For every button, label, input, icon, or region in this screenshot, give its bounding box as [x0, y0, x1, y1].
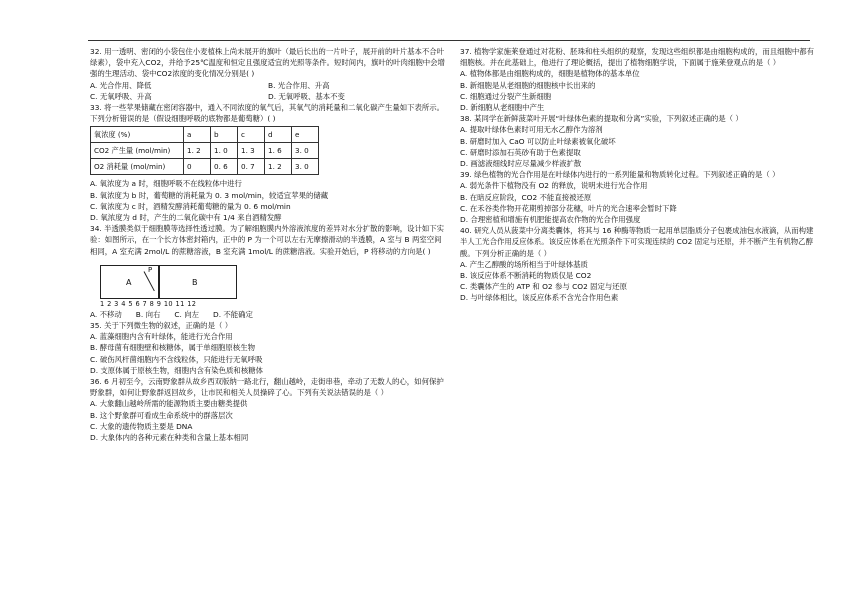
q34-option-c: C. 向左	[174, 309, 199, 319]
chamber-a-label: A	[126, 277, 132, 287]
q36-option-b: B. 这个野象群可看成生命系统中的群落层次	[90, 410, 233, 420]
q37-option-b: B. 新细胞是从老细胞的细胞核中长出来的	[460, 80, 596, 90]
q37-option-c: C. 细胞通过分裂产生新细胞	[460, 91, 552, 101]
question-37	[460, 46, 816, 113]
q38-option-c: C. 研磨时添加石英砂有助于色素提取	[460, 147, 581, 157]
table-cell: 3. 0	[292, 143, 319, 159]
table-cell: 1. 2	[265, 159, 292, 175]
table-cell: CO2 产生量 (mol/min)	[91, 143, 184, 159]
q35-stem: 35. 关于下列微生物的叙述，正确的是（ ）	[90, 321, 233, 331]
q39-option-c: C. 在禾谷类作物开花期剪掉部分花穗，叶片的光合速率会暂时下降	[460, 203, 677, 213]
table-cell: 1. 6	[265, 143, 292, 159]
question-38	[460, 113, 816, 169]
q34-option-a: A. 不移动	[90, 309, 122, 319]
q40-option-a: A. 产生乙醇酸的场所相当于叶绿体基质	[460, 259, 588, 269]
q38-option-a: A. 提取叶绿体色素时可用无水乙醇作为溶剂	[460, 125, 603, 135]
q34-option-d: D. 不能确定	[213, 309, 253, 319]
q38-option-b: B. 研磨时加入 CaO 可以防止叶绿素被氧化破坏	[460, 136, 616, 146]
left-column	[90, 46, 446, 443]
q33-option-d: D. 氧浓度为 d 时，产生的二氧化碳中有 1/4 来自酒精发酵	[90, 213, 282, 223]
q33-option-c: C. 氧浓度为 c 时，酒精发酵消耗葡萄糖的量为 0. 6 mol/min	[90, 201, 291, 211]
q36-option-c: C. 大象的遗传物质主要是 DNA	[90, 421, 193, 431]
question-39	[460, 169, 816, 225]
table-cell: e	[292, 127, 319, 143]
q39-option-d: D. 合理密植和增施有机肥能提高农作物的光合作用强度	[460, 215, 641, 225]
q35-option-c: C. 破伤风杆菌细胞内不含线粒体，只能进行无氧呼吸	[90, 354, 263, 364]
osmosis-box-diagram	[100, 259, 240, 309]
q39-stem: 39. 绿色植物的光合作用是在叶绿体内进行的一系列能量和物质转化过程。下列叙述正确的是（ ）	[460, 170, 780, 180]
table-cell: 0. 7	[238, 159, 265, 175]
table-cell: 1. 2	[184, 143, 211, 159]
q33-option-a: A. 氧浓度为 a 时，细胞呼吸不在线粒体中进行	[90, 179, 242, 189]
q32-stem: 32. 用一透明、密闭的小袋包住小麦植株上尚未展开的旗叶（最后长出的一片叶子，展开前的叶片基本不合叶绿素），袋中充入CO2，并给予25℃温度和恒定且强度适宜的光照等条件。短时间内，旗叶的叶肉细胞中会增强的生理活动、袋中CO2浓度的变化情况分别是( )	[90, 47, 445, 79]
table-cell: 3. 0	[292, 159, 319, 175]
table-cell: b	[211, 127, 238, 143]
q32-option-c: C. 无氧呼吸、升高	[90, 91, 152, 101]
table-row	[91, 159, 319, 175]
q37-stem: 37. 植物学家施莱登通过对花粉、胚珠和柱头组织的观察，发现这些组织都是由细胞构成的，而且细胞中都有细胞核。并在此基础上，他进行了理论概括，提出了植物细胞学说，下面属于施莱登观点的是（ ）	[460, 47, 815, 68]
q33-option-b: B. 氧浓度为 b 时，葡萄糖的消耗量为 0. 3 mol/min，较适宜苹果的储藏	[90, 190, 329, 200]
question-35	[90, 320, 446, 376]
q32-option-d: D. 无氧呼吸、基本不变	[268, 91, 345, 101]
q34-stem: 34. 半透膜类似于细胞膜等选择性透过膜。为了解细胞膜内外溶液浓度的差异对水分扩散的影响，设计如下实验：如图所示，在一个长方体密封箱内，正中的 P 为一个可以左右无摩擦滑动的半透膜，A 室与 B 两室空间相同，A 室充满 2mol/L 的蔗糖溶液，B 室充满 1mol/L 的蔗糖溶液。实验开始后，P 将移动的方向是( )	[90, 224, 445, 256]
q33-stem: 33. 将一些苹果储藏在密闭容器中，通入不同浓度的氧气后，其氧气的消耗量和二氧化碳产生量如下表所示。下列分析错误的是（假设细胞呼吸的底物都是葡萄糖）( )	[90, 103, 445, 124]
question-33	[90, 102, 446, 223]
table-cell: 0. 6	[211, 159, 238, 175]
q35-option-d: D. 支原体属于原核生物，细胞内含有染色质和核糖体	[90, 365, 263, 375]
q39-option-a: A. 弱光条件下植物没有 O2 的释放，说明未进行光合作用	[460, 181, 648, 191]
q33-data-table	[90, 126, 319, 175]
q40-option-b: B. 该反应体系不断消耗的物质仅是 CO2	[460, 271, 592, 281]
table-cell: 0	[184, 159, 211, 175]
q38-option-d: D. 画滤液细线时应尽量减少样液扩散	[460, 159, 582, 169]
q32-option-a: A. 光合作用、降低	[90, 80, 152, 90]
table-cell: 1. 0	[211, 143, 238, 159]
scale-ruler: 1 2 3 4 5 6 7 8 9 10 11 12	[100, 299, 197, 308]
table-cell: 1. 3	[238, 143, 265, 159]
table-cell: d	[265, 127, 292, 143]
q35-option-b: B. 酵母菌有细胞壁和核糖体，属于单细胞原核生物	[90, 343, 255, 353]
chamber-b-label: B	[192, 277, 198, 287]
question-32	[90, 46, 446, 102]
question-34	[90, 223, 446, 320]
right-column	[460, 46, 816, 304]
q40-option-d: D. 与叶绿体相比，该反应体系不含光合作用色素	[460, 293, 619, 303]
table-cell: O2 消耗量 (mol/min)	[91, 159, 184, 175]
sealed-box	[100, 265, 237, 299]
table-cell: a	[184, 127, 211, 143]
q38-stem: 38. 某同学在新鲜菠菜叶开展“叶绿体色素的提取和分离”实验，下列叙述正确的是（ ）	[460, 114, 743, 124]
table-row	[91, 127, 319, 143]
table-cell: c	[238, 127, 265, 143]
q36-stem: 36. 6 月初至今，云南野象群从故乡西双版纳一路北行，翻山越岭，走街串巷，牵动了无数人的心，如何保护野象群，如何让野象群返回故乡，让市民和相关人员操碎了心。下列有关说法错误的是（ ）	[90, 377, 444, 398]
q40-stem: 40. 研究人员从菠菜中分离类囊体，将其与 16 种酶等物质一起用单层脂质分子包裹成油包水液滴，从而构建半人工光合作用反应体系。该反应体系在光照条件下可实现连续的 CO2 固定与还原，并不断产生有机物乙醇酸。下列分析正确的是（ ）	[460, 226, 814, 258]
table-cell: 氧浓度 (%)	[91, 127, 184, 143]
q36-option-a: A. 大象翻山越岭所需的能源物质主要由糖类提供	[90, 399, 248, 409]
q37-option-a: A. 植物体都是由细胞构成的，细胞是植物体的基本单位	[460, 69, 640, 79]
q36-option-d: D. 大象体内的各种元素在种类和含量上基本相同	[90, 433, 249, 443]
q39-option-b: B. 在暗反应阶段，CO2 不能直接被还原	[460, 192, 592, 202]
header-rule	[88, 40, 810, 41]
membrane-p-label: P	[148, 265, 153, 274]
question-36	[90, 376, 446, 443]
semipermeable-membrane	[158, 265, 160, 299]
q34-option-b: B. 向右	[135, 309, 161, 319]
table-row	[91, 143, 319, 159]
q40-option-c: C. 类囊体产生的 ATP 和 O2 参与 CO2 固定与还原	[460, 282, 628, 292]
q35-option-a: A. 蓝藻细胞内含有叶绿体，能进行光合作用	[90, 332, 233, 342]
q37-option-d: D. 新细胞从老细胞中产生	[460, 103, 545, 113]
q32-option-b: B. 光合作用、升高	[268, 80, 330, 90]
question-40	[460, 225, 816, 303]
